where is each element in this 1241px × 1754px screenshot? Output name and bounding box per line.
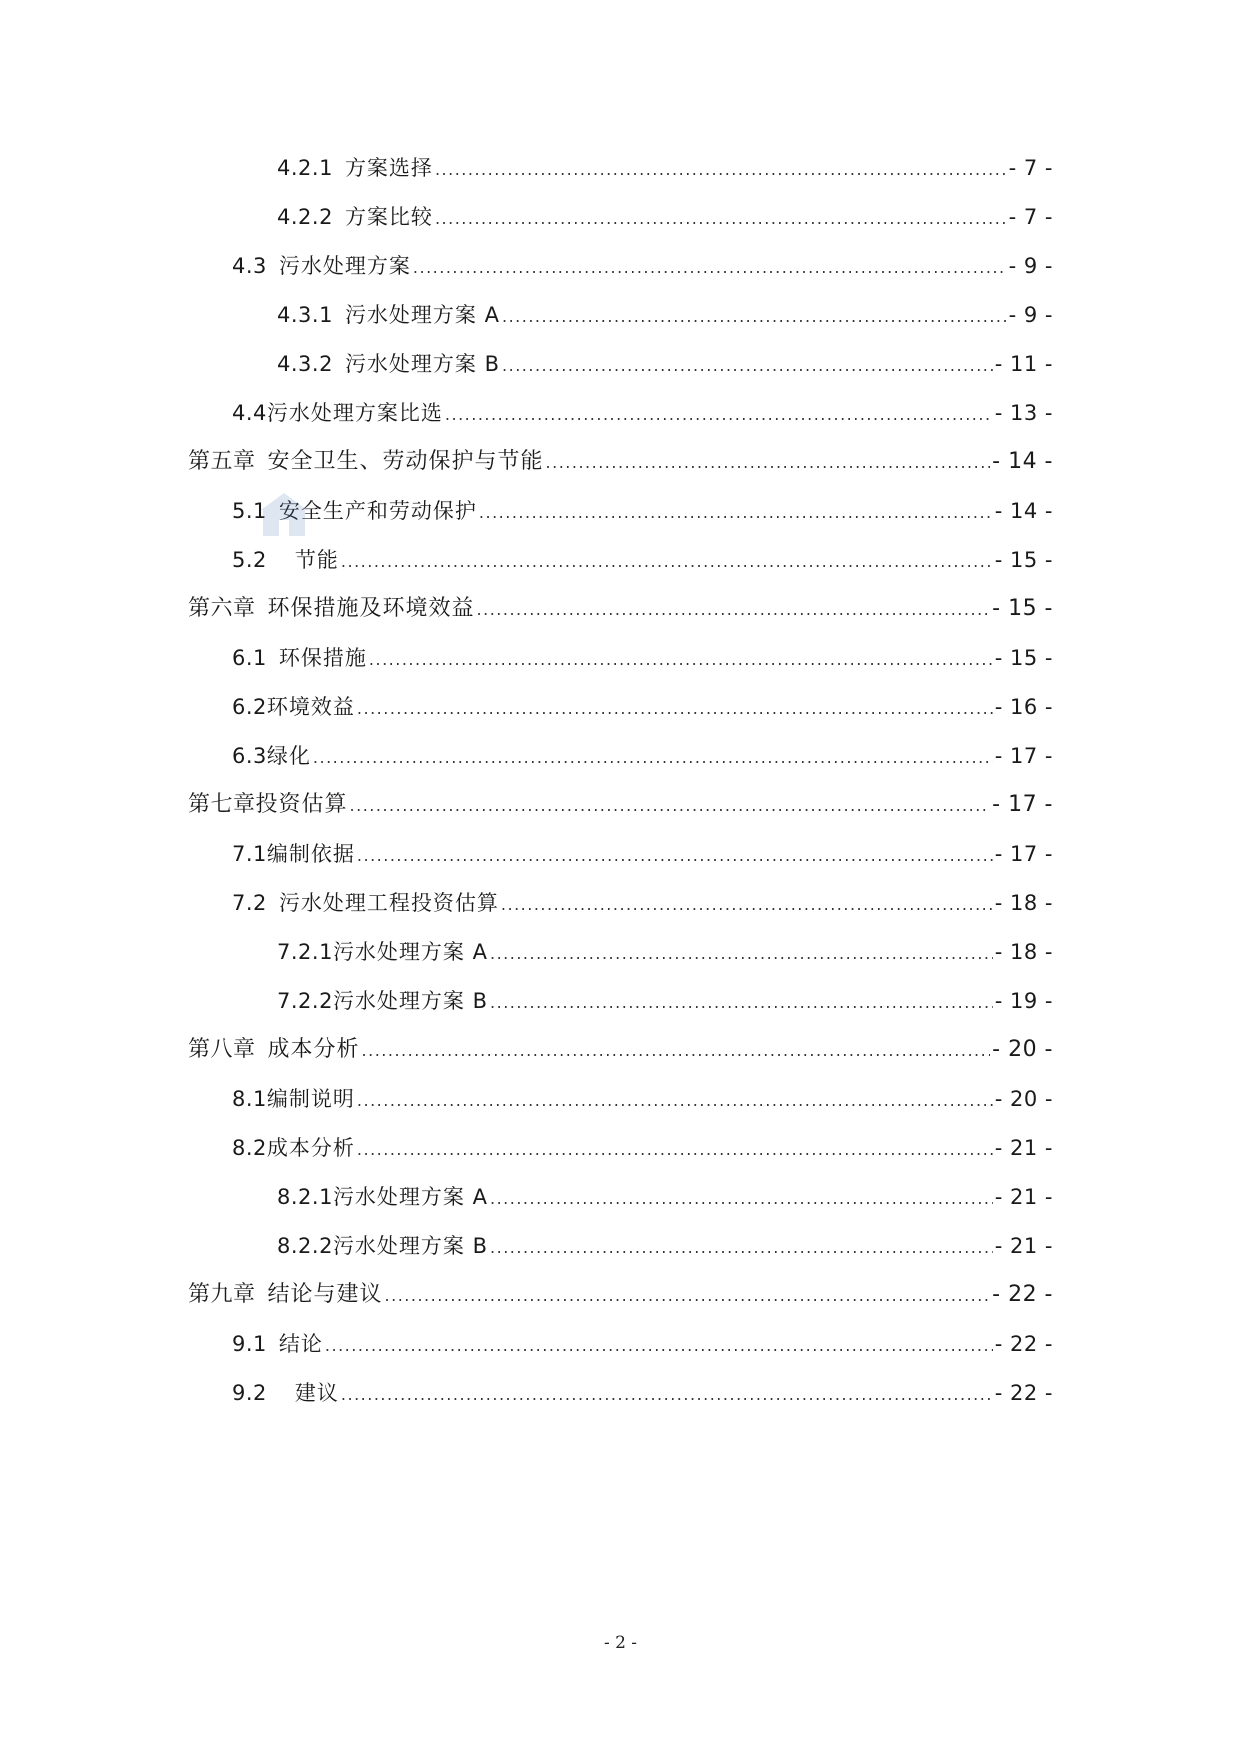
toc-entry[interactable] [188,153,1053,202]
toc-leader-dots [350,791,991,821]
toc-entry-page: - 22 - [994,1332,1053,1356]
toc-entry-page: - 9 - [1008,254,1053,278]
page-number-footer: - 2 - [603,1633,638,1653]
toc-leader-dots [413,253,1007,283]
toc-entry-number: 7.1 [232,842,267,866]
toc-entry-title: 环保措施及环境效益 [267,596,475,621]
toc-entry-page: - 19 - [994,989,1053,1013]
toc-entry[interactable] [188,692,1053,741]
toc-entry[interactable] [188,790,1053,839]
toc-entry-page: - 22 - [994,1381,1053,1405]
toc-entry[interactable] [188,349,1053,398]
toc-entry-page: - 21 - [994,1234,1053,1258]
toc-leader-dots [313,743,993,773]
toc-entry[interactable] [188,937,1053,986]
toc-leader-dots [369,645,993,675]
toc-entry[interactable] [188,1182,1053,1231]
toc-entry[interactable] [188,545,1053,594]
toc-leader-dots [502,302,1007,332]
toc-entry-page: - 20 - [992,1037,1053,1062]
toc-leader-dots [477,595,991,625]
toc-leader-dots [435,204,1007,234]
toc-entry-page: - 17 - [994,744,1053,768]
toc-entry-title: 建议 [294,1381,339,1405]
toc-entry-number: 7.2 [232,891,267,915]
toc-entry-number: 6.2 [232,695,267,719]
toc-entry-number: 5.1 [232,499,267,523]
toc-entry-page: - 14 - [994,499,1053,523]
toc-entry-number: 4.3.1 [277,303,333,327]
toc-leader-dots [385,1281,991,1311]
toc-entry-page: - 17 - [994,842,1053,866]
toc-entry-page: - 18 - [994,891,1053,915]
toc-entry-number: 9.2 [232,1381,267,1405]
toc-leader-dots [341,547,993,577]
toc-chapter-number: 第六章 [188,596,256,621]
toc-leader-dots [490,1184,993,1214]
toc-entry-number: 8.2.1 [277,1185,333,1209]
toc-entry-title: 编制依据 [266,842,355,866]
toc-entry-title: 污水处理方案 B [344,352,501,376]
toc-entry-page: - 9 - [1008,303,1053,327]
toc-entry-title: 绿化 [266,744,311,768]
toc-entry[interactable] [188,986,1053,1035]
toc-entry-page: - 18 - [994,940,1053,964]
toc-entry-page: - 14 - [992,449,1053,474]
toc-entry[interactable] [188,888,1053,937]
toc-entry-title: 污水处理工程投资估算 [278,891,499,915]
toc-entry[interactable] [188,643,1053,692]
toc-leader-dots [501,890,993,920]
toc-leader-dots [490,1233,993,1263]
toc-entry-number: 7.2.2 [277,989,333,1013]
toc-entry-page: - 20 - [994,1087,1053,1111]
toc-entry-title: 成本分析 [267,1037,360,1062]
toc-entry-title: 环境效益 [266,695,355,719]
toc-entry[interactable] [188,1329,1053,1378]
toc-entry[interactable] [188,496,1053,545]
toc-entry-number: 4.2.2 [277,205,333,229]
toc-leader-dots [325,1331,993,1361]
toc-entry-number: 8.2.2 [277,1234,333,1258]
toc-entry-title: 安全卫生、劳动保护与节能 [267,449,544,474]
toc-entry-title: 污水处理方案 A [332,940,488,964]
toc-entry-title: 结论 [278,1332,323,1356]
toc-entry-number: 4.2.1 [277,156,333,180]
toc-leader-dots [357,841,993,871]
toc-entry-title: 投资估算 [255,792,348,817]
toc-entry[interactable] [188,594,1053,643]
toc-entry-number: 5.2 [232,548,267,572]
toc-entry-page: - 11 - [994,352,1053,376]
toc-entry-page: - 13 - [994,401,1053,425]
toc-leader-dots [546,448,991,478]
toc-entry-page: - 15 - [994,646,1053,670]
toc-entry-title: 编制说明 [266,1087,355,1111]
toc-entry-number: 7.2.1 [277,940,333,964]
toc-entry-title: 污水处理方案比选 [266,401,443,425]
toc-entry-page: - 7 - [1008,205,1053,229]
toc-entry-title: 污水处理方案 A [332,1185,488,1209]
toc-entry-title: 污水处理方案 A [344,303,500,327]
toc-entry[interactable] [188,251,1053,300]
toc-entry-title: 污水处理方案 [278,254,411,278]
toc-entry-page: - 7 - [1008,156,1053,180]
toc-chapter-number: 第五章 [188,449,256,474]
toc-entry-number: 4.4 [232,401,267,425]
toc-entry-title: 节能 [294,548,339,572]
toc-entry-title: 污水处理方案 B [332,989,489,1013]
toc-entry-title: 污水处理方案 B [332,1234,489,1258]
toc-entry-number: 8.1 [232,1087,267,1111]
toc-chapter-number: 第八章 [188,1037,256,1062]
toc-leader-dots [357,694,993,724]
toc-leader-dots [490,988,993,1018]
toc-entry[interactable] [188,1035,1053,1084]
watermark-logo-icon [259,490,309,540]
table-of-contents [188,153,1053,1427]
toc-entry[interactable] [188,447,1053,496]
toc-entry-title: 安全生产和劳动保护 [278,499,477,523]
toc-leader-dots [502,351,993,381]
toc-leader-dots [445,400,993,430]
toc-entry[interactable] [188,202,1053,251]
toc-leader-dots [341,1380,993,1410]
toc-leader-dots [357,1086,993,1116]
toc-entry[interactable] [188,1378,1053,1427]
toc-entry-number: 4.3 [232,254,267,278]
toc-leader-dots [479,498,993,528]
toc-entry-page: - 15 - [994,548,1053,572]
toc-entry[interactable] [188,300,1053,349]
toc-chapter-number: 第九章 [188,1282,256,1307]
toc-entry-title: 方案选择 [344,156,433,180]
toc-entry[interactable] [188,1133,1053,1182]
toc-leader-dots [362,1036,991,1066]
toc-leader-dots [490,939,993,969]
toc-leader-dots [357,1135,993,1165]
toc-entry-title: 结论与建议 [267,1282,383,1307]
toc-entry-page: - 22 - [992,1282,1053,1307]
toc-entry[interactable] [188,839,1053,888]
toc-entry-page: - 16 - [994,695,1053,719]
toc-entry[interactable] [188,741,1053,790]
toc-entry-number: 8.2 [232,1136,267,1160]
toc-entry[interactable] [188,1280,1053,1329]
toc-entry-number: 9.1 [232,1332,267,1356]
toc-entry-number: 6.3 [232,744,267,768]
toc-entry-number: 4.3.2 [277,352,333,376]
toc-chapter-number: 第七章 [188,792,256,817]
toc-entry-page: - 17 - [992,792,1053,817]
toc-entry[interactable] [188,1084,1053,1133]
toc-entry[interactable] [188,398,1053,447]
toc-entry-number: 6.1 [232,646,267,670]
toc-entry-page: - 15 - [992,596,1053,621]
toc-entry[interactable] [188,1231,1053,1280]
toc-leader-dots [435,155,1007,185]
toc-entry-title: 方案比较 [344,205,433,229]
toc-entry-title: 环保措施 [278,646,367,670]
toc-entry-title: 成本分析 [266,1136,355,1160]
toc-entry-page: - 21 - [994,1136,1053,1160]
toc-entry-page: - 21 - [994,1185,1053,1209]
